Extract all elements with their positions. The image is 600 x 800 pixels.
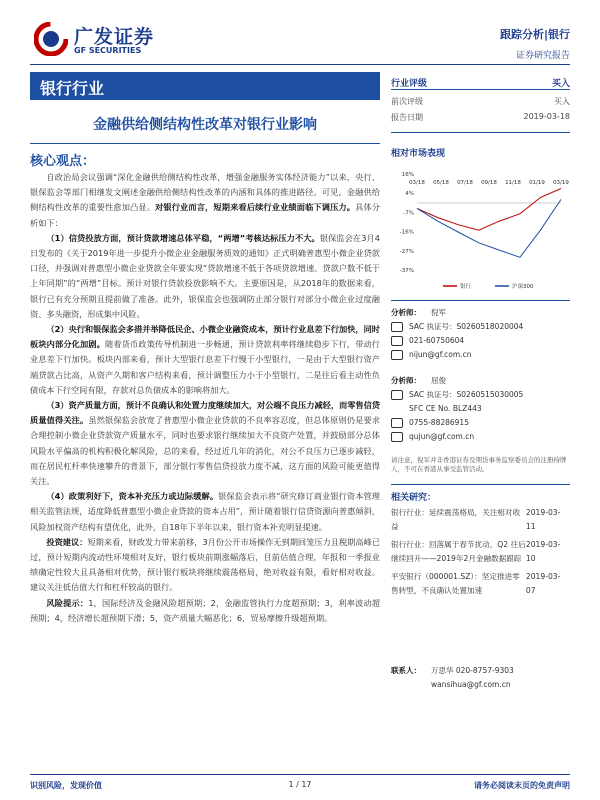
y-tick-label: -7% <box>403 210 414 217</box>
company-logo <box>34 22 162 56</box>
x-tick-label: 05/18 <box>433 180 449 186</box>
paragraph-intro: 自政治局会议强调“深化金融供给侧结构性改革，增强金融服务实体经济能力”以来，央行、银保监会等部门相继发文阐述金融供给侧结构性改革的内涵和具体的推进路径。可见，金融供给侧结构性改革的重要性愈加凸显。对银行业而言，短期来看后续行业业绩面临下调压力。具体分析如下： <box>30 172 380 228</box>
report-subtype: 证券研究报告 <box>515 51 570 61</box>
core-view-heading: 核心观点： <box>30 154 96 169</box>
phone-icon <box>391 336 403 346</box>
report-type: 跟踪分析|银行 <box>499 28 570 41</box>
y-tick-label: 16% <box>401 172 414 178</box>
analyst-email[interactable]: nijun@gf.com.cn <box>409 350 472 359</box>
y-tick-label: 4% <box>405 191 414 198</box>
rating-header <box>391 72 570 90</box>
analyst-license: SAC 执证号：S0260515030005 <box>409 390 524 399</box>
paragraph-risk: 风险提示：1，国际经济及金融风险超预期；2，金融监管执行力度超预期；3，利率波动超预期；4，经济增长超预期下滑；5，资产质量大幅恶化；6，贸易摩擦升级超预期。 <box>30 597 380 623</box>
report-title: 金融供给侧结构性改革对银行业影响 <box>30 104 380 144</box>
phone-icon <box>391 418 403 428</box>
market-chart <box>391 166 570 296</box>
chart-divider <box>391 300 570 301</box>
paragraph-asset-quality: （3）资产质量方面，预计不良确认和处置力度继续加大，对公端不良压力减轻，而零售信贷质量值得关注。虽然银保监会放宽了普惠型小微企业贷款的不良率容忍度，但总体原则仍是要求合理控制小微企业贷款资产质量水平，同时也要求银行继续加大不良资产处置，并鼓励部分总体风险水平偏高的机构积极化解风险，总的来看，经过近几年的消化，对公不良压力已逐步减轻，而在居民杠杆率快速攀升的背景下，部分银行零售信贷投放力度不减，这方面的风险可能更值得关注。 <box>30 400 380 487</box>
analyst-name: 屈俊 <box>431 376 446 385</box>
related-item[interactable]: 平安银行（000001.SZ）：坚定推进零售转型，不良确认处置加速 2019-03-07 <box>391 572 561 595</box>
contact-block: 联系人： 万思华 020-8757-9303 wansihua@gf.com.cn <box>391 664 570 692</box>
rating-label: 行业评级 <box>391 79 428 89</box>
related-divider <box>391 484 570 485</box>
paragraph-margin: （2）央行和银保监会多措并举降低民企、小微企业融资成本，预计行业息差下行加快，同时板块内部分化加剧。随着货币政策传导机制进一步畅通，预计贷款利率将继续稳步下行，带动行业息差下行加快。板块内部来看，预计大型银行息差下行慢于小型银行，一是由于大型银行资产端贷款占比高，从资产久期和客户结构来看，预计调整压力小于小型银行，二是往后看主动性负债成本下行空间有限，存款对总负债成本的影响将加大。 <box>30 324 380 395</box>
analyst-phone: 021-60750604 <box>409 336 465 345</box>
analyst-name: 倪军 <box>431 308 446 317</box>
series-line-沪深300 <box>417 199 561 257</box>
x-tick-label: 03/19 <box>553 180 569 186</box>
x-tick-label: 07/18 <box>457 180 473 186</box>
contact-email[interactable]: wansihua@gf.com.cn <box>431 680 511 689</box>
rating-divider <box>391 132 570 133</box>
contact-name: 万思华 020-8757-9303 <box>431 666 514 675</box>
y-tick-label: -27% <box>399 248 414 255</box>
email-icon <box>391 432 403 442</box>
logo-text-zh: 广发证券 <box>74 26 155 48</box>
paragraph-credit: （1）信贷投放方面，预计贷款增速总体平稳，“两增”考核达标压力不大。银保监会在3月4日发布的《关于2019年进一步提升小微企业金融服务质效的通知》正式明确普惠型小微企业贷款口径，并强调对普惠型小微企业贷款全年要实现“贷款增速不低于各项贷款增速、贷款户数不低于上年同期”的“两增”目标。预计对银行贷款投放影响不大。主要原因是，从2018年的数据来看，银行已有充分预期且提前做了准备。此外，银保监会也强调防止部分银行对部分小微企业过度融资、多头融资，形成集中风险。 <box>30 232 381 319</box>
related-item[interactable]: 银行行业：回落属于春节扰动，Q2 往后继续回升——2019年2月金融数据跟踪 2019-03-10 <box>391 540 561 563</box>
market-performance-title: 相对市场表现 <box>391 149 446 159</box>
analyst-license-sfc: SFC CE No. BLZ443 <box>409 404 482 413</box>
report-body <box>30 170 380 626</box>
legend-label: 银行 <box>460 284 472 290</box>
analyst-license: SAC 执证号：S0260518020004 <box>409 322 524 331</box>
id-card-icon <box>391 390 403 400</box>
x-tick-label: 09/18 <box>481 180 497 186</box>
related-title: 相关研究： <box>391 493 437 503</box>
related-list <box>391 506 570 598</box>
analyst-block-1: 分析师： 倪军 SAC 执证号：S0260518020004 021-60750604 nijun@gf.com.cn <box>391 306 570 362</box>
x-tick-label: 03/18 <box>409 180 425 186</box>
y-tick-label: -37% <box>399 268 414 274</box>
paragraph-capital: （4）政策利好下，资本补充压力或边际缓解。银保监会表示将“研究修订商业银行资本管理相关监管法规，适度降低普惠型小微企业贷款的资本占用”，预计随着银行信贷资源向普惠倾斜，风险加权资产结构有望优化，此外，自18年下半年以来，银行资本补充明显提速。 <box>30 491 380 532</box>
footer-divider <box>30 774 570 775</box>
series-line-银行 <box>417 189 561 231</box>
disclaimer-note: 请注意，倪军并非香港证券及期货事务监察委员会的注册持牌人，不可在香港从事受监管活动。 <box>391 456 567 473</box>
x-tick-label: 01/19 <box>529 180 545 186</box>
page-number: 1 / 17 <box>288 780 312 789</box>
footer-slogan: 识别风险，发现价值 <box>30 781 102 790</box>
y-tick-label: -16% <box>399 229 414 236</box>
logo-text-en: GF SECURITIES <box>74 46 142 55</box>
footer-disclaimer: 请务必阅读末页的免责声明 <box>474 781 570 790</box>
paragraph-investment: 投资建议：短期来看，财政发力带来前移，3月份公开市场操作无到期回笼压力且税期高峰已过，预计短期内流动性环境相对友好，银行板块前期涨幅落后，目前估值合理，年报和一季报业绩确定性较大且具备相对优势，预计银行板块将继续震荡格局，绝对收益有限，看好相对收益。建议关注低估值大行和杠杆较高的银行。 <box>30 536 380 593</box>
analyst-phone: 0755-88286915 <box>409 418 469 427</box>
legend-label: 沪深300 <box>512 284 534 290</box>
market-chart-svg <box>391 166 570 296</box>
rating-value: 买入 <box>551 79 570 89</box>
industry-banner: 银行行业 <box>30 72 380 100</box>
report-type-block <box>500 26 570 61</box>
analyst-block-2: 分析师： 屈俊 SAC 执证号：S0260515030005 SFC CE No. BLZ443 0755-88286915 qujun@gf.com.cn <box>391 374 570 444</box>
email-icon <box>391 350 403 360</box>
related-item[interactable]: 银行行业：延续震荡格局，关注相对收益 2019-03-11 <box>391 508 561 531</box>
x-tick-label: 11/18 <box>505 180 521 186</box>
prev-rating-row: 前次评级 买入 <box>391 97 570 106</box>
id-card-icon <box>391 322 403 332</box>
analyst-email[interactable]: qujun@gf.com.cn <box>409 432 475 441</box>
report-date-row: 报告日期 2019-03-18 <box>391 112 570 122</box>
header-divider <box>30 64 570 65</box>
logo-icon <box>34 22 68 56</box>
